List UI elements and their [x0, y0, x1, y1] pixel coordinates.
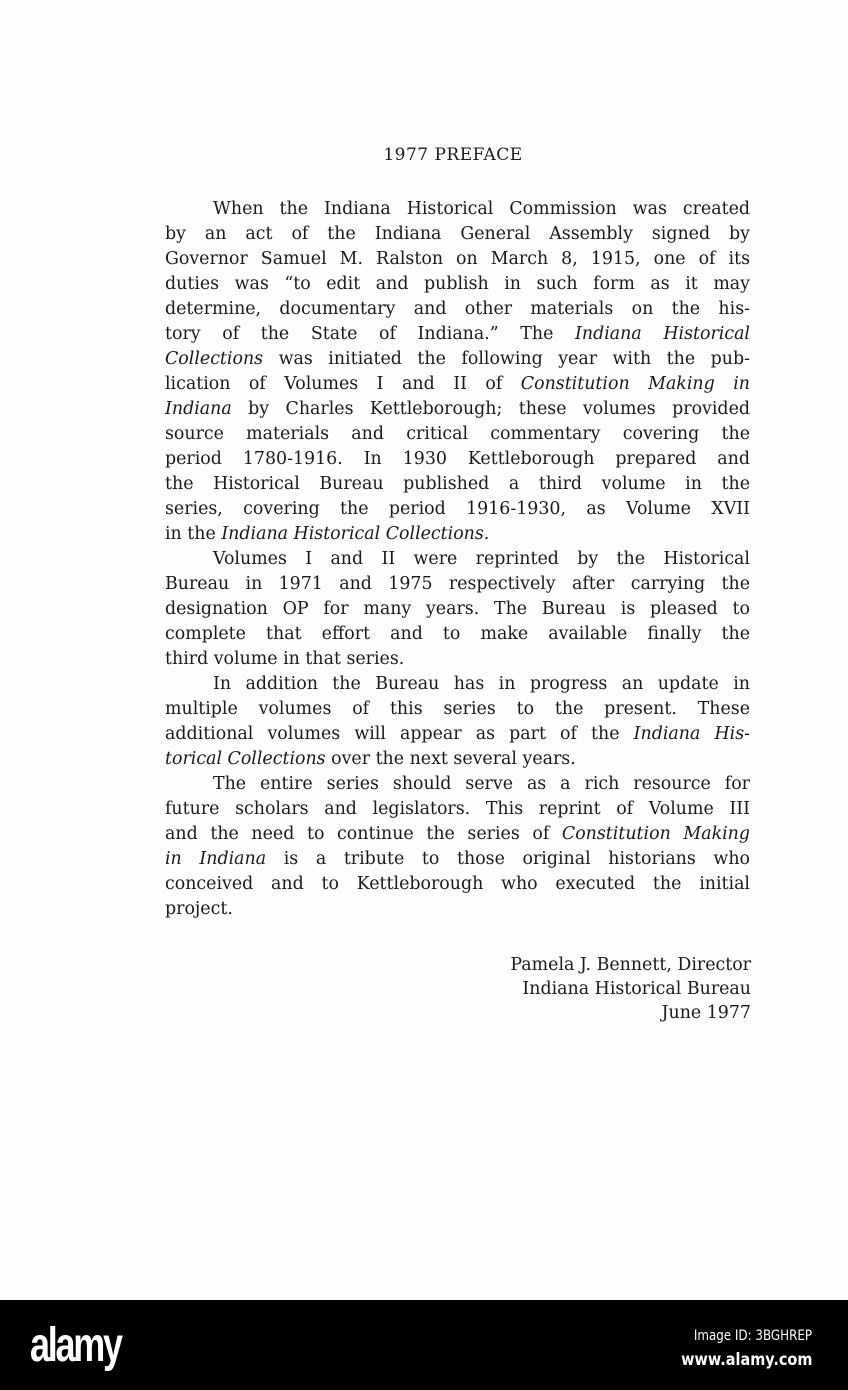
- italic-title: torical Collections: [165, 749, 326, 769]
- watermark-url: www.alamy.com: [680, 1350, 812, 1370]
- text-line: [165, 772, 750, 797]
- text-line: [165, 447, 750, 472]
- text-segment: project.: [165, 899, 233, 919]
- text-segment: Governor Samuel M. Ralston on March 8, 1915, one of its: [165, 249, 750, 269]
- text-segment: future scholars and legislators. This reprint of Volume III: [165, 799, 750, 819]
- text-segment: in the: [165, 524, 222, 544]
- italic-title: Indiana: [165, 399, 232, 419]
- text-line: [165, 372, 750, 397]
- alamy-logo: alamy: [30, 1319, 121, 1372]
- text-segment: determine, documentary and other materials on the his-: [165, 299, 750, 319]
- text-line: [165, 622, 750, 647]
- signature-date: June 1977: [661, 1003, 751, 1023]
- page-title: 1977 PREFACE: [383, 145, 523, 165]
- text-line: [165, 722, 750, 747]
- text-segment: over the next several years.: [325, 749, 576, 769]
- text-line: [165, 322, 750, 347]
- text-line: [165, 672, 750, 697]
- image-id: Image ID: 3BGHREP: [693, 1328, 812, 1344]
- text-segment: When the Indiana Historical Commission was created: [213, 199, 750, 219]
- text-line: [165, 547, 750, 572]
- text-line: [165, 572, 750, 597]
- text-segment: was initiated the following year with the pub-: [263, 349, 750, 369]
- text-line: [165, 397, 750, 422]
- text-line: [165, 522, 750, 547]
- text-line: [165, 697, 750, 722]
- text-line: [165, 797, 750, 822]
- text-segment: third volume in that series.: [165, 649, 405, 669]
- text-segment: by an act of the Indiana General Assembly signed by: [165, 224, 750, 244]
- text-line: [165, 247, 750, 272]
- text-line: [165, 497, 750, 522]
- text-line: [165, 297, 750, 322]
- text-line: [165, 872, 750, 897]
- text-line: [165, 422, 750, 447]
- italic-title: Collections: [165, 349, 264, 369]
- text-line: [165, 647, 750, 672]
- text-segment: tory of the State of Indiana.” The: [165, 324, 576, 344]
- signature-name: Pamela J. Bennett, Director: [510, 955, 751, 975]
- text-segment: and the need to continue the series of: [165, 824, 562, 844]
- italic-title: Indiana Historical: [575, 324, 750, 344]
- text-line: [165, 822, 750, 847]
- text-segment: additional volumes will appear as part of the: [165, 724, 634, 744]
- text-segment: complete that effort and to make available finally the: [165, 624, 750, 644]
- text-segment: Bureau in 1971 and 1975 respectively after carrying the: [165, 574, 750, 594]
- text-line: [165, 222, 750, 247]
- text-segment: conceived and to Kettleborough who executed the initial: [165, 874, 750, 894]
- italic-title: Constitution Making in: [520, 374, 750, 394]
- text-segment: The entire series should serve as a rich resource for: [213, 774, 750, 794]
- signature-organization: Indiana Historical Bureau: [522, 979, 751, 999]
- text-segment: series, covering the period 1916-1930, as Volume XVII: [165, 499, 750, 519]
- text-segment: source materials and critical commentary covering the: [165, 424, 750, 444]
- text-segment: period 1780-1916. In 1930 Kettleborough prepared and: [165, 449, 750, 469]
- text-segment: lication of Volumes I and II of: [165, 374, 521, 394]
- preface-body: [165, 197, 750, 922]
- watermark-bar: [0, 1300, 848, 1390]
- text-segment: In addition the Bureau has in progress an update in: [213, 674, 750, 694]
- italic-title: Indiana Historical Collections.: [221, 524, 490, 544]
- text-line: [165, 597, 750, 622]
- text-line: [165, 197, 750, 222]
- signature-block: [510, 953, 751, 1025]
- text-segment: Volumes I and II were reprinted by the Historical: [213, 549, 750, 569]
- text-line: [165, 347, 750, 372]
- text-segment: multiple volumes of this series to the present. These: [165, 699, 750, 719]
- italic-title: Constitution Making: [561, 824, 750, 844]
- text-segment: by Charles Kettleborough; these volumes provided: [231, 399, 750, 419]
- text-line: [165, 897, 750, 922]
- text-line: [165, 472, 750, 497]
- text-segment: duties was “to edit and publish in such form as it may: [165, 274, 750, 294]
- italic-title: in Indiana: [165, 849, 267, 869]
- text-line: [165, 847, 750, 872]
- italic-title: Indiana His-: [633, 724, 750, 744]
- text-segment: the Historical Bureau published a third volume in the: [165, 474, 750, 494]
- text-line: [165, 272, 750, 297]
- text-segment: is a tribute to those original historians who: [266, 849, 750, 869]
- text-line: [165, 747, 750, 772]
- text-segment: designation OP for many years. The Bureau is pleased to: [165, 599, 750, 619]
